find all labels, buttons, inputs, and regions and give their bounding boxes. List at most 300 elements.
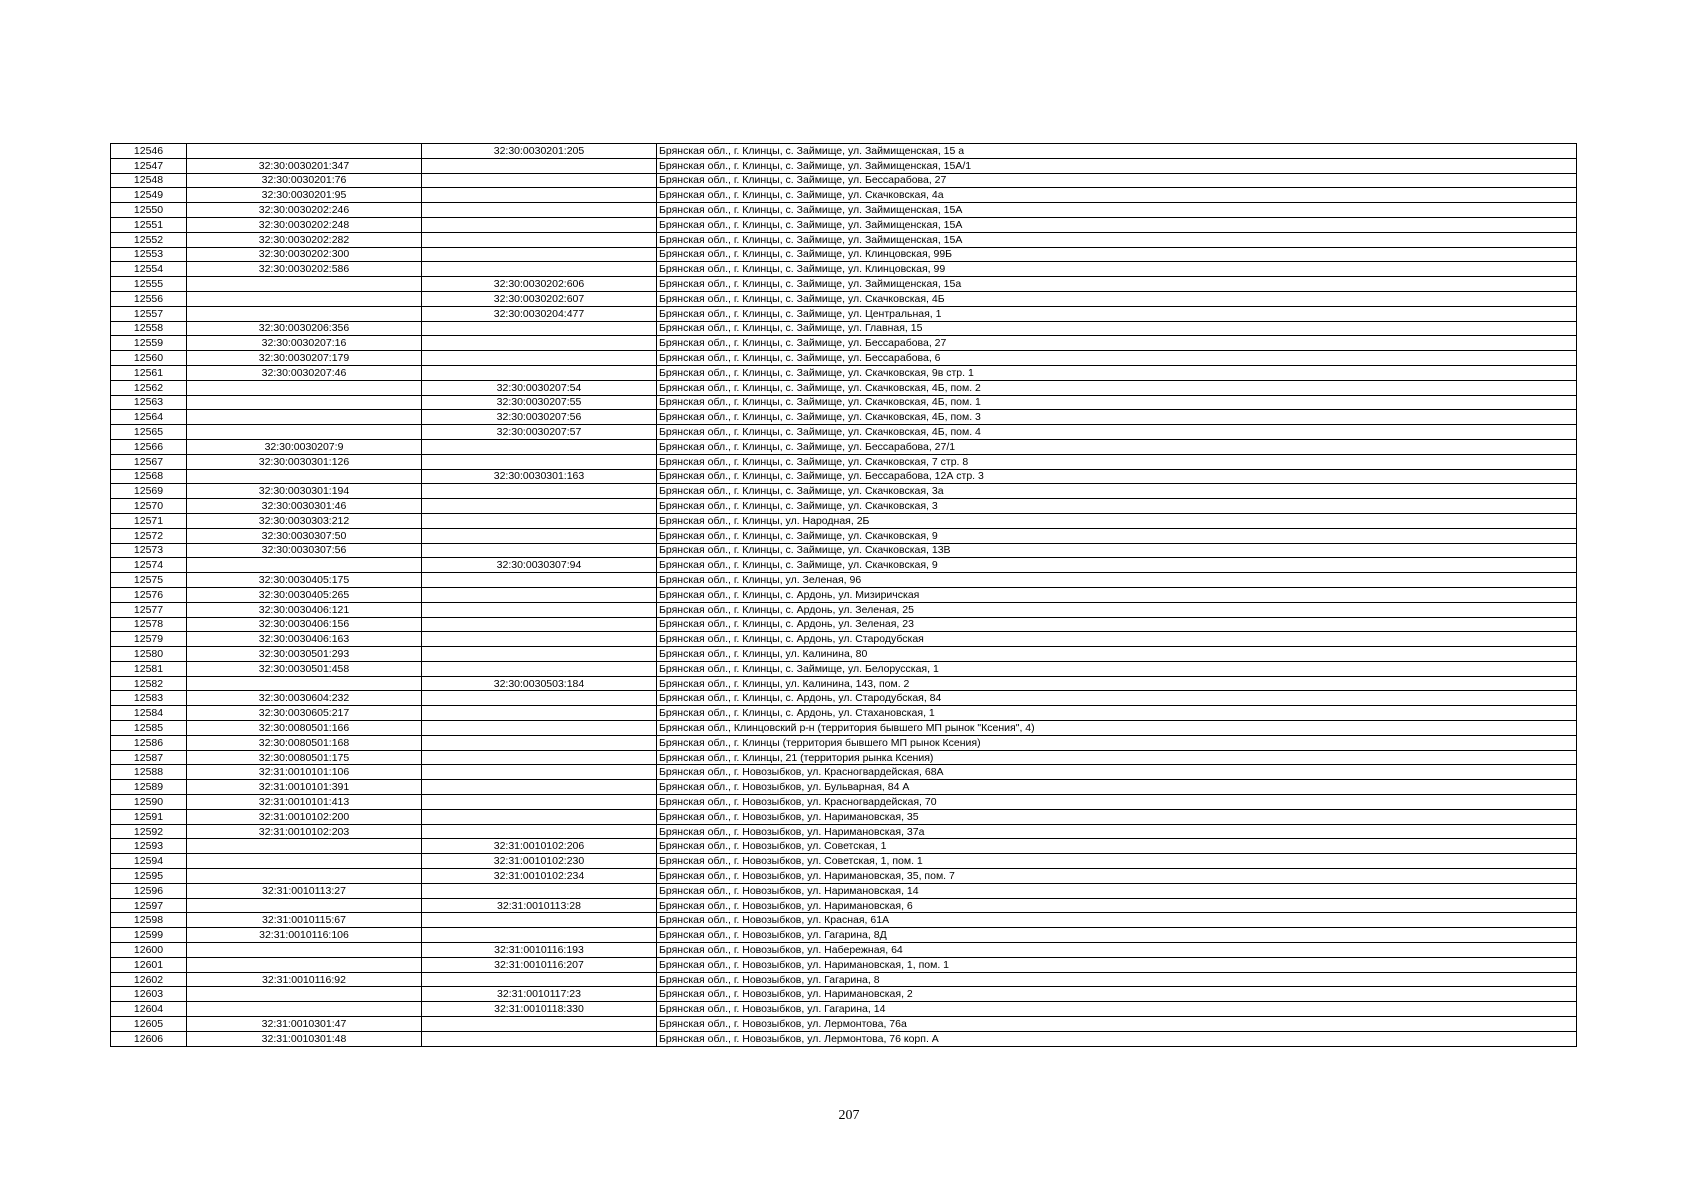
address-cell: Брянская обл., г. Клинцы, с. Займище, ул. Скачковская, 9 (657, 558, 1577, 573)
table-row (111, 573, 1577, 588)
cadastral-number-cell (187, 144, 422, 159)
row-number-cell: 12546 (111, 144, 187, 159)
row-number-cell: 12547 (111, 158, 187, 173)
table-row (111, 854, 1577, 869)
table-row (111, 691, 1577, 706)
address-cell: Брянская обл., г. Новозыбков, ул. Красногвардейская, 70 (657, 795, 1577, 810)
building-cadastral-number-cell (422, 336, 657, 351)
table-row (111, 1002, 1577, 1017)
cadastral-number-cell (187, 839, 422, 854)
cadastral-number-cell: 32:30:0030201:347 (187, 158, 422, 173)
table-row (111, 587, 1577, 602)
address-cell: Брянская обл., г. Клинцы, с. Займище, ул. Скачковская, 4Б, пом. 3 (657, 410, 1577, 425)
table-row (111, 247, 1577, 262)
table-row (111, 898, 1577, 913)
address-cell: Брянская обл., г. Новозыбков, ул. Наримановская, 6 (657, 898, 1577, 913)
row-number-cell: 12570 (111, 499, 187, 514)
row-number-cell: 12579 (111, 632, 187, 647)
table-row (111, 957, 1577, 972)
building-cadastral-number-cell (422, 765, 657, 780)
building-cadastral-number-cell (422, 321, 657, 336)
cadastral-number-cell (187, 380, 422, 395)
building-cadastral-number-cell: 32:30:0030207:57 (422, 425, 657, 440)
table-row (111, 439, 1577, 454)
building-cadastral-number-cell: 32:31:0010113:28 (422, 898, 657, 913)
row-number-cell: 12553 (111, 247, 187, 262)
address-cell: Брянская обл., г. Новозыбков, ул. Набережная, 64 (657, 943, 1577, 958)
table-row (111, 188, 1577, 203)
table-row (111, 780, 1577, 795)
table-row (111, 750, 1577, 765)
building-cadastral-number-cell (422, 706, 657, 721)
row-number-cell: 12588 (111, 765, 187, 780)
row-number-cell: 12551 (111, 217, 187, 232)
row-number-cell: 12557 (111, 306, 187, 321)
cadastral-number-cell (187, 425, 422, 440)
cadastral-number-cell: 32:30:0030201:95 (187, 188, 422, 203)
building-cadastral-number-cell (422, 913, 657, 928)
cadastral-number-cell (187, 943, 422, 958)
address-cell: Брянская обл., г. Новозыбков, ул. Наримановская, 1, пом. 1 (657, 957, 1577, 972)
address-cell: Брянская обл., г. Новозыбков, ул. Советская, 1, пом. 1 (657, 854, 1577, 869)
address-cell: Брянская обл., г. Клинцы, с. Займище, ул. Скачковская, 4Б, пом. 4 (657, 425, 1577, 440)
address-cell: Брянская обл., г. Клинцы, с. Займище, ул. Скачковская, 4Б, пом. 2 (657, 380, 1577, 395)
address-cell: Брянская обл., г. Клинцы, ул. Калинина, 80 (657, 647, 1577, 662)
table-row (111, 1017, 1577, 1032)
cadastral-number-cell: 32:30:0030207:9 (187, 439, 422, 454)
address-cell: Брянская обл., г. Клинцы, с. Ардонь, ул. Мизиричская (657, 587, 1577, 602)
table-row (111, 943, 1577, 958)
cadastral-number-cell: 32:30:0030307:50 (187, 528, 422, 543)
table-row (111, 913, 1577, 928)
building-cadastral-number-cell: 32:30:0030307:94 (422, 558, 657, 573)
table-row (111, 869, 1577, 884)
building-cadastral-number-cell (422, 647, 657, 662)
row-number-cell: 12601 (111, 957, 187, 972)
building-cadastral-number-cell: 32:30:0030503:184 (422, 676, 657, 691)
address-cell: Брянская обл., г. Новозыбков, ул. Красная, 61А (657, 913, 1577, 928)
table-row (111, 173, 1577, 188)
row-number-cell: 12591 (111, 809, 187, 824)
row-number-cell: 12558 (111, 321, 187, 336)
cadastral-number-cell: 32:30:0030501:458 (187, 661, 422, 676)
address-cell: Брянская обл., г. Клинцы, с. Займище, ул. Бессарабова, 27/1 (657, 439, 1577, 454)
address-cell: Брянская обл., г. Клинцы, с. Займище, ул. Скачковская, 3 (657, 499, 1577, 514)
row-number-cell: 12598 (111, 913, 187, 928)
table-row (111, 484, 1577, 499)
table-row (111, 469, 1577, 484)
building-cadastral-number-cell (422, 928, 657, 943)
building-cadastral-number-cell (422, 528, 657, 543)
row-number-cell: 12599 (111, 928, 187, 943)
address-cell: Брянская обл., г. Новозыбков, ул. Бульварная, 84 А (657, 780, 1577, 795)
table-row (111, 543, 1577, 558)
cadastral-number-cell (187, 395, 422, 410)
row-number-cell: 12585 (111, 721, 187, 736)
cadastral-number-cell: 32:30:0030405:265 (187, 587, 422, 602)
table-row (111, 321, 1577, 336)
address-cell: Брянская обл., г. Клинцы, с. Ардонь, ул. Стахановская, 1 (657, 706, 1577, 721)
address-cell: Брянская обл., г. Клинцы, с. Займище, ул. Займищенская, 15 а (657, 144, 1577, 159)
building-cadastral-number-cell: 32:31:0010102:230 (422, 854, 657, 869)
table-row (111, 928, 1577, 943)
address-cell: Брянская обл., г. Клинцы, ул. Калинина, 143, пом. 2 (657, 676, 1577, 691)
row-number-cell: 12552 (111, 232, 187, 247)
row-number-cell: 12606 (111, 1031, 187, 1046)
building-cadastral-number-cell (422, 661, 657, 676)
address-cell: Брянская обл., г. Новозыбков, ул. Гагарина, 8 (657, 972, 1577, 987)
cadastral-number-cell: 32:30:0030405:175 (187, 573, 422, 588)
row-number-cell: 12548 (111, 173, 187, 188)
row-number-cell: 12554 (111, 262, 187, 277)
building-cadastral-number-cell (422, 1031, 657, 1046)
address-cell: Брянская обл., г. Клинцы, с. Займище, ул. Скачковская, 7 стр. 8 (657, 454, 1577, 469)
cadastral-number-cell: 32:31:0010301:47 (187, 1017, 422, 1032)
building-cadastral-number-cell (422, 262, 657, 277)
cadastral-number-cell (187, 957, 422, 972)
building-cadastral-number-cell (422, 795, 657, 810)
row-number-cell: 12586 (111, 735, 187, 750)
cadastral-number-cell: 32:31:0010101:106 (187, 765, 422, 780)
row-number-cell: 12555 (111, 277, 187, 292)
building-cadastral-number-cell: 32:31:0010117:23 (422, 987, 657, 1002)
cadastral-number-cell: 32:30:0030202:586 (187, 262, 422, 277)
building-cadastral-number-cell: 32:31:0010116:193 (422, 943, 657, 958)
cadastral-number-cell: 32:30:0030202:248 (187, 217, 422, 232)
address-cell: Брянская обл., г. Клинцы, с. Займище, ул. Займищенская, 15А (657, 232, 1577, 247)
table-row (111, 617, 1577, 632)
cadastral-number-cell (187, 469, 422, 484)
row-number-cell: 12575 (111, 573, 187, 588)
cadastral-number-cell: 32:30:0080501:175 (187, 750, 422, 765)
table-row (111, 987, 1577, 1002)
cadastral-number-cell (187, 869, 422, 884)
address-cell: Брянская обл., г. Новозыбков, ул. Советская, 1 (657, 839, 1577, 854)
address-cell: Брянская обл., г. Клинцы, с. Займище, ул. Клинцовская, 99 (657, 262, 1577, 277)
cadastral-number-cell (187, 1002, 422, 1017)
table-row (111, 365, 1577, 380)
building-cadastral-number-cell (422, 809, 657, 824)
row-number-cell: 12595 (111, 869, 187, 884)
building-cadastral-number-cell (422, 173, 657, 188)
row-number-cell: 12581 (111, 661, 187, 676)
cadastral-number-cell: 32:30:0030202:246 (187, 203, 422, 218)
address-cell: Брянская обл., г. Клинцы, с. Займище, ул. Бессарабова, 27 (657, 173, 1577, 188)
building-cadastral-number-cell (422, 203, 657, 218)
building-cadastral-number-cell (422, 365, 657, 380)
table-row (111, 528, 1577, 543)
building-cadastral-number-cell (422, 499, 657, 514)
building-cadastral-number-cell (422, 351, 657, 366)
cadastral-number-cell: 32:30:0030307:56 (187, 543, 422, 558)
table-row (111, 647, 1577, 662)
table-row (111, 706, 1577, 721)
address-cell: Брянская обл., г. Новозыбков, ул. Гагарина, 8Д (657, 928, 1577, 943)
row-number-cell: 12562 (111, 380, 187, 395)
address-cell: Брянская обл., г. Клинцы, с. Займище, ул. Скачковская, 13В (657, 543, 1577, 558)
building-cadastral-number-cell (422, 602, 657, 617)
address-cell: Брянская обл., г. Новозыбков, ул. Лермонтова, 76 корп. А (657, 1031, 1577, 1046)
building-cadastral-number-cell: 32:30:0030207:55 (422, 395, 657, 410)
building-cadastral-number-cell: 32:31:0010118:330 (422, 1002, 657, 1017)
address-cell: Брянская обл., г. Новозыбков, ул. Наримановская, 14 (657, 883, 1577, 898)
row-number-cell: 12550 (111, 203, 187, 218)
address-cell: Брянская обл., г. Клинцы, с. Займище, ул. Скачковская, 4а (657, 188, 1577, 203)
row-number-cell: 12597 (111, 898, 187, 913)
row-number-cell: 12573 (111, 543, 187, 558)
address-cell: Брянская обл., г. Новозыбков, ул. Гагарина, 14 (657, 1002, 1577, 1017)
building-cadastral-number-cell (422, 573, 657, 588)
address-cell: Брянская обл., г. Клинцы, с. Займище, ул. Займищенская, 15А (657, 203, 1577, 218)
address-cell: Брянская обл., г. Клинцы, ул. Народная, 2Б (657, 513, 1577, 528)
cadastral-number-cell (187, 291, 422, 306)
address-cell: Брянская обл., г. Клинцы, с. Ардонь, ул. Стародубская (657, 632, 1577, 647)
table-row (111, 824, 1577, 839)
building-cadastral-number-cell (422, 158, 657, 173)
table-row (111, 735, 1577, 750)
cadastral-number-cell (187, 306, 422, 321)
address-cell: Брянская обл., г. Новозыбков, ул. Наримановская, 37а (657, 824, 1577, 839)
address-cell: Брянская обл., г. Клинцы, с. Ардонь, ул. Зеленая, 25 (657, 602, 1577, 617)
row-number-cell: 12571 (111, 513, 187, 528)
building-cadastral-number-cell (422, 824, 657, 839)
table-row (111, 425, 1577, 440)
building-cadastral-number-cell (422, 587, 657, 602)
building-cadastral-number-cell: 32:30:0030301:163 (422, 469, 657, 484)
address-cell: Брянская обл., г. Клинцы, с. Займище, ул. Займищенская, 15а (657, 277, 1577, 292)
table-row (111, 632, 1577, 647)
address-cell: Брянская обл., г. Клинцы, с. Займище, ул. Бессарабова, 6 (657, 351, 1577, 366)
address-cell: Брянская обл., г. Клинцы, с. Займище, ул. Бессарабова, 12А стр. 3 (657, 469, 1577, 484)
address-cell: Брянская обл., г. Клинцы, с. Займище, ул. Главная, 15 (657, 321, 1577, 336)
table-row (111, 676, 1577, 691)
address-cell: Брянская обл., г. Клинцы, с. Займище, ул. Займищенская, 15А (657, 217, 1577, 232)
row-number-cell: 12602 (111, 972, 187, 987)
table-row (111, 232, 1577, 247)
building-cadastral-number-cell (422, 691, 657, 706)
building-cadastral-number-cell: 32:31:0010116:207 (422, 957, 657, 972)
building-cadastral-number-cell (422, 883, 657, 898)
row-number-cell: 12556 (111, 291, 187, 306)
address-cell: Брянская обл., г. Новозыбков, ул. Наримановская, 35, пом. 7 (657, 869, 1577, 884)
cadastral-number-cell: 32:30:0030202:300 (187, 247, 422, 262)
cadastral-number-cell: 32:31:0010116:106 (187, 928, 422, 943)
cadastral-number-cell: 32:30:0080501:168 (187, 735, 422, 750)
cadastral-number-cell: 32:30:0030301:194 (187, 484, 422, 499)
row-number-cell: 12580 (111, 647, 187, 662)
cadastral-number-cell: 32:30:0030406:156 (187, 617, 422, 632)
row-number-cell: 12590 (111, 795, 187, 810)
table-row (111, 602, 1577, 617)
table-row (111, 144, 1577, 159)
building-cadastral-number-cell (422, 543, 657, 558)
address-cell: Брянская обл., г. Новозыбков, ул. Красногвардейская, 68А (657, 765, 1577, 780)
row-number-cell: 12561 (111, 365, 187, 380)
cadastral-number-cell (187, 854, 422, 869)
cadastral-number-cell: 32:30:0030406:121 (187, 602, 422, 617)
building-cadastral-number-cell (422, 247, 657, 262)
cadastral-number-cell: 32:30:0030207:46 (187, 365, 422, 380)
row-number-cell: 12574 (111, 558, 187, 573)
address-cell: Брянская обл., г. Новозыбков, ул. Наримановская, 2 (657, 987, 1577, 1002)
table-row (111, 454, 1577, 469)
registry-table-body (111, 144, 1577, 1047)
table-row (111, 203, 1577, 218)
table-row (111, 972, 1577, 987)
table-row (111, 217, 1577, 232)
table-row (111, 721, 1577, 736)
cadastral-number-cell: 32:30:0030406:163 (187, 632, 422, 647)
address-cell: Брянская обл., г. Клинцы, с. Займище, ул. Скачковская, 9 (657, 528, 1577, 543)
row-number-cell: 12564 (111, 410, 187, 425)
row-number-cell: 12582 (111, 676, 187, 691)
table-row (111, 336, 1577, 351)
cadastral-number-cell: 32:30:0030501:293 (187, 647, 422, 662)
building-cadastral-number-cell (422, 750, 657, 765)
address-cell: Брянская обл., г. Клинцы, с. Займище, ул. Скачковская, 4Б (657, 291, 1577, 306)
row-number-cell: 12600 (111, 943, 187, 958)
table-row (111, 306, 1577, 321)
address-cell: Брянская обл., г. Клинцы, с. Ардонь, ул. Стародубская, 84 (657, 691, 1577, 706)
cadastral-number-cell: 32:30:0030301:126 (187, 454, 422, 469)
row-number-cell: 12605 (111, 1017, 187, 1032)
table-row (111, 380, 1577, 395)
building-cadastral-number-cell (422, 454, 657, 469)
row-number-cell: 12603 (111, 987, 187, 1002)
building-cadastral-number-cell (422, 632, 657, 647)
building-cadastral-number-cell: 32:30:0030207:54 (422, 380, 657, 395)
cadastral-number-cell: 32:31:0010101:413 (187, 795, 422, 810)
table-row (111, 291, 1577, 306)
table-row (111, 839, 1577, 854)
building-cadastral-number-cell (422, 780, 657, 795)
address-cell: Брянская обл., г. Клинцы, с. Займище, ул. Клинцовская, 99Б (657, 247, 1577, 262)
row-number-cell: 12568 (111, 469, 187, 484)
address-cell: Брянская обл., г. Клинцы, с. Займище, ул. Бессарабова, 27 (657, 336, 1577, 351)
cadastral-number-cell (187, 277, 422, 292)
building-cadastral-number-cell: 32:30:0030202:606 (422, 277, 657, 292)
cadastral-number-cell: 32:30:0030207:16 (187, 336, 422, 351)
address-cell: Брянская обл., г. Клинцы, с. Займище, ул. Скачковская, 4Б, пом. 1 (657, 395, 1577, 410)
cadastral-number-cell: 32:30:0080501:166 (187, 721, 422, 736)
cadastral-number-cell: 32:30:0030303:212 (187, 513, 422, 528)
cadastral-number-cell (187, 987, 422, 1002)
building-cadastral-number-cell (422, 217, 657, 232)
address-cell: Брянская обл., г. Клинцы, с. Займище, ул. Центральная, 1 (657, 306, 1577, 321)
address-cell: Брянская обл., г. Клинцы, 21 (территория рынка Ксения) (657, 750, 1577, 765)
building-cadastral-number-cell: 32:30:0030204:477 (422, 306, 657, 321)
row-number-cell: 12569 (111, 484, 187, 499)
cadastral-number-cell: 32:30:0030301:46 (187, 499, 422, 514)
cadastral-number-cell: 32:31:0010101:391 (187, 780, 422, 795)
address-cell: Брянская обл., г. Клинцы (территория бывшего МП рынок Ксения) (657, 735, 1577, 750)
row-number-cell: 12567 (111, 454, 187, 469)
table-row (111, 883, 1577, 898)
cadastral-number-cell (187, 410, 422, 425)
building-cadastral-number-cell (422, 617, 657, 632)
row-number-cell: 12583 (111, 691, 187, 706)
address-cell: Брянская обл., Клинцовский р-н (территория бывшего МП рынок "Ксения", 4) (657, 721, 1577, 736)
cadastral-number-cell: 32:30:0030604:232 (187, 691, 422, 706)
row-number-cell: 12587 (111, 750, 187, 765)
table-row (111, 795, 1577, 810)
cadastral-number-cell: 32:30:0030605:217 (187, 706, 422, 721)
address-cell: Брянская обл., г. Новозыбков, ул. Наримановская, 35 (657, 809, 1577, 824)
building-cadastral-number-cell: 32:30:0030207:56 (422, 410, 657, 425)
building-cadastral-number-cell (422, 188, 657, 203)
row-number-cell: 12576 (111, 587, 187, 602)
address-cell: Брянская обл., г. Новозыбков, ул. Лермонтова, 76а (657, 1017, 1577, 1032)
address-cell: Брянская обл., г. Клинцы, с. Ардонь, ул. Зеленая, 23 (657, 617, 1577, 632)
cadastral-number-cell (187, 676, 422, 691)
building-cadastral-number-cell: 32:30:0030202:607 (422, 291, 657, 306)
table-row (111, 277, 1577, 292)
building-cadastral-number-cell: 32:31:0010102:206 (422, 839, 657, 854)
row-number-cell: 12594 (111, 854, 187, 869)
row-number-cell: 12596 (111, 883, 187, 898)
table-row (111, 513, 1577, 528)
row-number-cell: 12549 (111, 188, 187, 203)
cadastral-number-cell: 32:31:0010301:48 (187, 1031, 422, 1046)
building-cadastral-number-cell (422, 972, 657, 987)
table-row (111, 395, 1577, 410)
table-row (111, 661, 1577, 676)
building-cadastral-number-cell (422, 484, 657, 499)
row-number-cell: 12560 (111, 351, 187, 366)
row-number-cell: 12593 (111, 839, 187, 854)
table-row (111, 1031, 1577, 1046)
cadastral-number-cell: 32:31:0010115:67 (187, 913, 422, 928)
building-cadastral-number-cell (422, 513, 657, 528)
cadastral-number-cell: 32:30:0030206:356 (187, 321, 422, 336)
row-number-cell: 12565 (111, 425, 187, 440)
cadastral-number-cell: 32:31:0010102:203 (187, 824, 422, 839)
address-cell: Брянская обл., г. Клинцы, с. Займище, ул. Белорусская, 1 (657, 661, 1577, 676)
table-row (111, 765, 1577, 780)
address-cell: Брянская обл., г. Клинцы, с. Займище, ул. Займищенская, 15А/1 (657, 158, 1577, 173)
building-cadastral-number-cell: 32:30:0030201:205 (422, 144, 657, 159)
row-number-cell: 12592 (111, 824, 187, 839)
row-number-cell: 12577 (111, 602, 187, 617)
page-number: 207 (838, 1108, 860, 1123)
cadastral-number-cell: 32:31:0010113:27 (187, 883, 422, 898)
property-registry-table (110, 143, 1577, 1047)
building-cadastral-number-cell: 32:31:0010102:234 (422, 869, 657, 884)
row-number-cell: 12589 (111, 780, 187, 795)
row-number-cell: 12559 (111, 336, 187, 351)
building-cadastral-number-cell (422, 439, 657, 454)
cadastral-number-cell: 32:30:0030207:179 (187, 351, 422, 366)
table-row (111, 558, 1577, 573)
cadastral-number-cell: 32:30:0030201:76 (187, 173, 422, 188)
cadastral-number-cell: 32:31:0010116:92 (187, 972, 422, 987)
row-number-cell: 12604 (111, 1002, 187, 1017)
row-number-cell: 12578 (111, 617, 187, 632)
row-number-cell: 12566 (111, 439, 187, 454)
address-cell: Брянская обл., г. Клинцы, с. Займище, ул. Скачковская, 3а (657, 484, 1577, 499)
row-number-cell: 12584 (111, 706, 187, 721)
address-cell: Брянская обл., г. Клинцы, с. Займище, ул. Скачковская, 9в стр. 1 (657, 365, 1577, 380)
row-number-cell: 12572 (111, 528, 187, 543)
table-row (111, 499, 1577, 514)
table-row (111, 262, 1577, 277)
building-cadastral-number-cell (422, 232, 657, 247)
table-row (111, 410, 1577, 425)
building-cadastral-number-cell (422, 1017, 657, 1032)
cadastral-number-cell (187, 898, 422, 913)
building-cadastral-number-cell (422, 721, 657, 736)
building-cadastral-number-cell (422, 735, 657, 750)
